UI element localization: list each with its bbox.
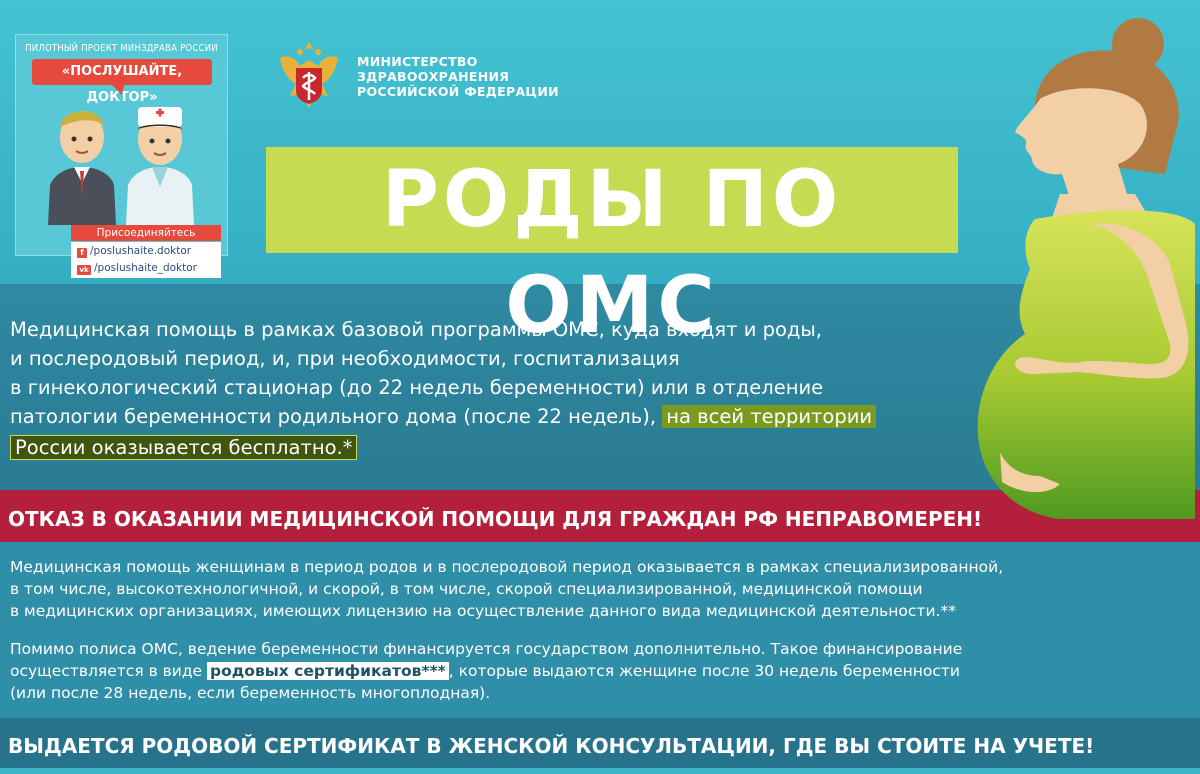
coat-of-arms-icon <box>270 36 348 116</box>
pregnant-woman-illustration <box>940 14 1200 554</box>
main-paragraph <box>10 315 970 462</box>
highlight-territory: на всей территории <box>662 405 876 428</box>
highlight-free-of-charge: России оказывается бесплатно.* <box>10 435 357 460</box>
promo-card <box>15 34 228 274</box>
main-paragraph-line: патологии беременности родильного дома (после 22 недель), <box>10 405 657 428</box>
warning-text: ОТКАЗ В ОКАЗАНИИ МЕДИЦИНСКОЙ ПОМОЩИ ДЛЯ ГРАЖДАН РФ НЕПРАВОМЕРЕН! <box>8 507 983 531</box>
paragraph-line-start: осуществляется в виде <box>10 662 203 680</box>
promo-project-label: ПИЛОТНЫЙ ПРОЕКТ МИНЗДРАВА РОССИИ <box>25 43 218 54</box>
paragraph-line: Помимо полиса ОМС, ведение беременности финансируется государством дополнительно. Такое финансирование <box>10 640 963 658</box>
promo-join-label: Присоединяйтесь <box>71 225 221 241</box>
vk-link[interactable] <box>77 262 197 275</box>
page-title: РОДЫ ПО ОМС <box>381 155 843 351</box>
promo-speech-bubble <box>32 59 212 105</box>
main-paragraph-line: Медицинская помощь в рамках базовой программы ОМС, куда входят и роды, <box>10 318 822 341</box>
highlight-birth-certificates: родовых сертификатов*** <box>207 662 449 680</box>
promo-social-links <box>71 242 221 278</box>
ministry-name-line3: РОССИЙСКОЙ ФЕДЕРАЦИИ <box>357 84 559 99</box>
paragraph-line: (или после 28 недель, если беременность многоплодная). <box>10 684 491 702</box>
paragraph-line-end: , которые выдаются женщине после 30 недель беременности <box>448 662 961 680</box>
facebook-icon: f <box>77 248 87 258</box>
vk-icon: vk <box>77 265 91 275</box>
facebook-link-text: /poslushaite.doktor <box>90 245 192 257</box>
footer-text: ВЫДАЕТСЯ РОДОВОЙ СЕРТИФИКАТ В ЖЕНСКОЙ КОНСУЛЬТАЦИИ, ГДЕ ВЫ СТОИТЕ НА УЧЕТЕ! <box>8 734 1095 758</box>
promo-title: «ПОСЛУШАЙТЕ, ДОКТОР» <box>61 64 183 105</box>
ministry-name-line1: МИНИСТЕРСТВО <box>357 54 478 69</box>
main-paragraph-line: в гинекологический стационар (до 22 недель беременности) или в отделение <box>10 376 824 399</box>
paragraph-line: Медицинская помощь женщинам в период родов и в послеродовой период оказывается в рамках специализированной, <box>10 558 1004 576</box>
main-paragraph-line: и послеродовый период, и, при необходимости, госпитализация <box>10 347 680 370</box>
facebook-link[interactable] <box>77 245 191 258</box>
ministry-name <box>357 54 559 99</box>
paragraph-birth-certificate <box>10 638 1190 704</box>
paragraph-line: в медицинских организациях, имеющих лицензию на осуществление данного вида медицинской деятельности.** <box>10 602 956 620</box>
paragraph-line: в том числе, высокотехнологичной, и скорой, в том числе, скорой специализированной, медицинской помощи <box>10 580 923 598</box>
vk-link-text: /poslushaite_doktor <box>94 262 198 274</box>
ministry-name-line2: ЗДРАВООХРАНЕНИЯ <box>357 69 510 84</box>
paragraph-medical-care <box>10 556 1190 622</box>
doctor-patient-illustration <box>40 97 205 225</box>
